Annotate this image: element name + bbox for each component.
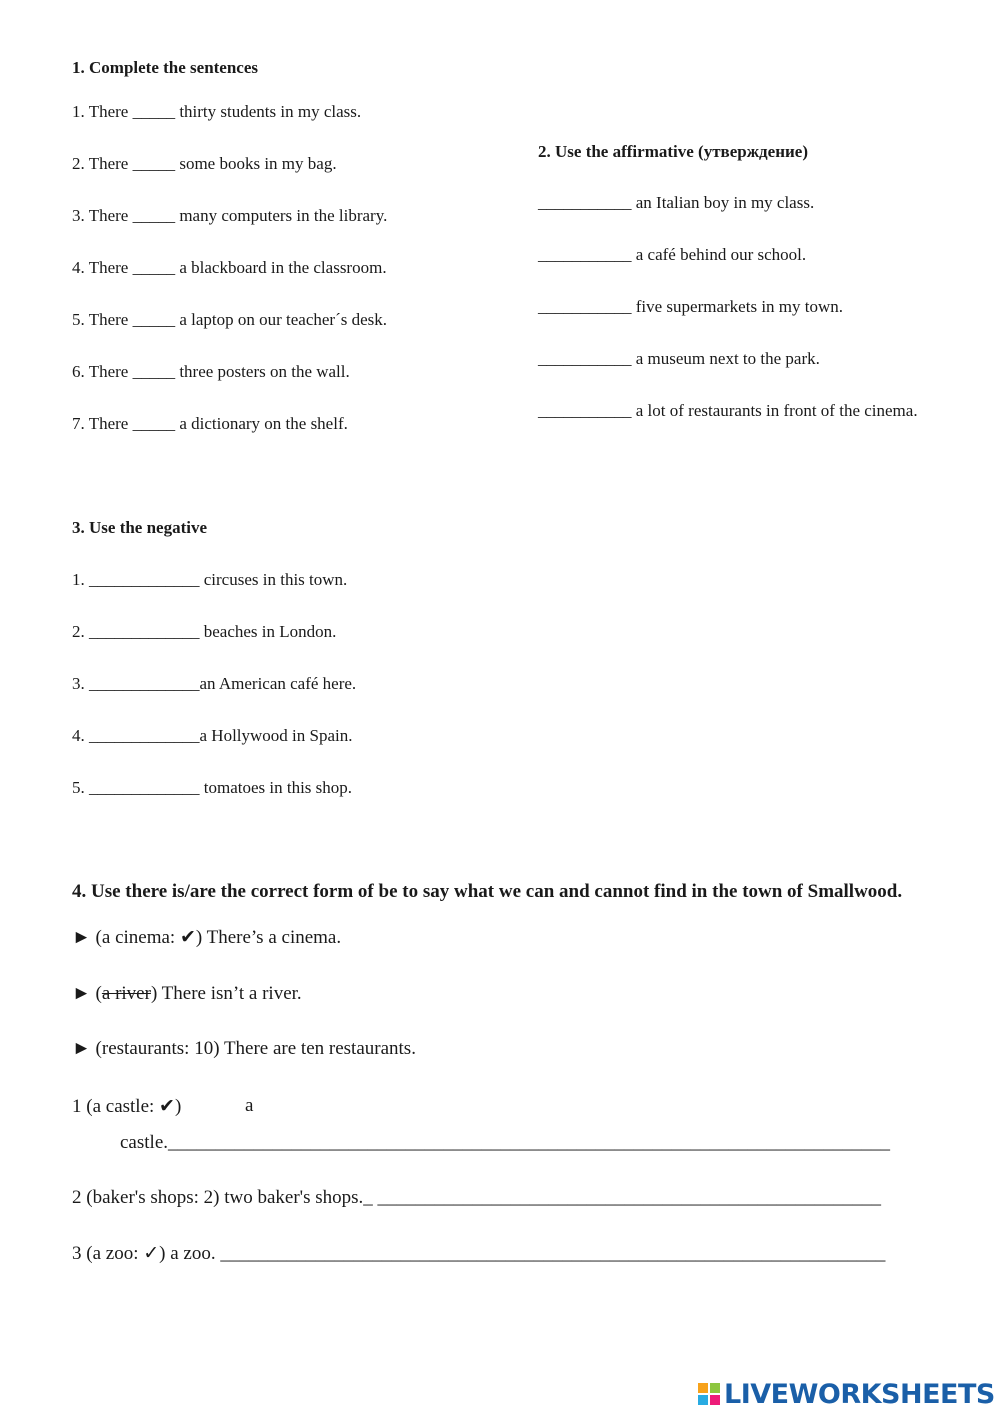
section-1-item-6: 6. There _____ three posters on the wall. [72,362,350,381]
example-1: ► (a cinema: ✔) There’s a cinema. [72,927,342,948]
example-3: ► (restaurants: 10) There are ten restaurants. [72,1038,416,1059]
example-2-open: ► ( [72,983,102,1004]
task-3-line[interactable]: 3 (a zoo: ✓) a zoo. ______________________________________________________________________ [72,1243,886,1264]
section-1-item-4: 4. There _____ a blackboard in the classroom. [72,258,387,277]
logo-mark-square-4 [710,1395,720,1405]
section-3-item-3: 3. _____________an American café here. [72,674,357,693]
section-3-item-5: 5. _____________ tomatoes in this shop. [72,778,353,797]
section-1-item-3: 3. There _____ many computers in the library. [72,206,388,225]
section-1-item-2: 2. There _____ some books in my bag. [72,154,337,173]
task-1-prompt: 1 (a castle: ✔) [72,1096,182,1117]
example-2-struck-word: a river [101,983,151,1004]
section-2-item-2: ___________ a café behind our school. [538,245,807,264]
section-3-item-2: 2. _____________ beaches in London. [72,622,337,641]
logo-mark-icon [698,1383,720,1405]
logo-text: LIVEWORKSHEETS [724,1378,995,1410]
task-1-answer-line[interactable]: castle.____________________________________________________________________________ [120,1132,891,1153]
section-1-title: 1. Complete the sentences [72,58,259,77]
section-2-item-3: ___________ five supermarkets in my town. [538,297,844,316]
example-2 [72,983,302,1005]
task-2-line[interactable]: 2 (baker's shops: 2) two baker's shops._ _____________________________________________________ [72,1187,882,1208]
section-1-item-1: 1. There _____ thirty students in my class. [72,102,362,121]
liveworksheets-logo [698,1378,995,1410]
section-2-item-5: ___________ a lot of restaurants in front of the cinema. [538,401,918,420]
example-2-rest: ) There isn’t a river. [150,983,302,1004]
logo-mark-square-1 [698,1383,708,1393]
section-4-title: 4. Use there is/are the correct form of be to say what we can and cannot find in the town of Smallwood. [72,881,903,902]
task-1-word: a [245,1095,254,1116]
section-1-item-5: 5. There _____ a laptop on our teacher´s desk. [72,310,388,329]
section-1-item-7: 7. There _____ a dictionary on the shelf. [72,414,348,433]
section-3-item-1: 1. _____________ circuses in this town. [72,570,348,589]
section-3-item-4: 4. _____________a Hollywood in Spain. [72,726,353,745]
section-3-title: 3. Use the negative [72,518,208,537]
logo-mark-square-3 [698,1395,708,1405]
logo-mark-square-2 [710,1383,720,1393]
section-2-item-4: ___________ a museum next to the park. [538,349,820,368]
section-2-title: 2. Use the affirmative (утверждение) [538,142,808,161]
section-2-item-1: ___________ an Italian boy in my class. [538,193,815,212]
